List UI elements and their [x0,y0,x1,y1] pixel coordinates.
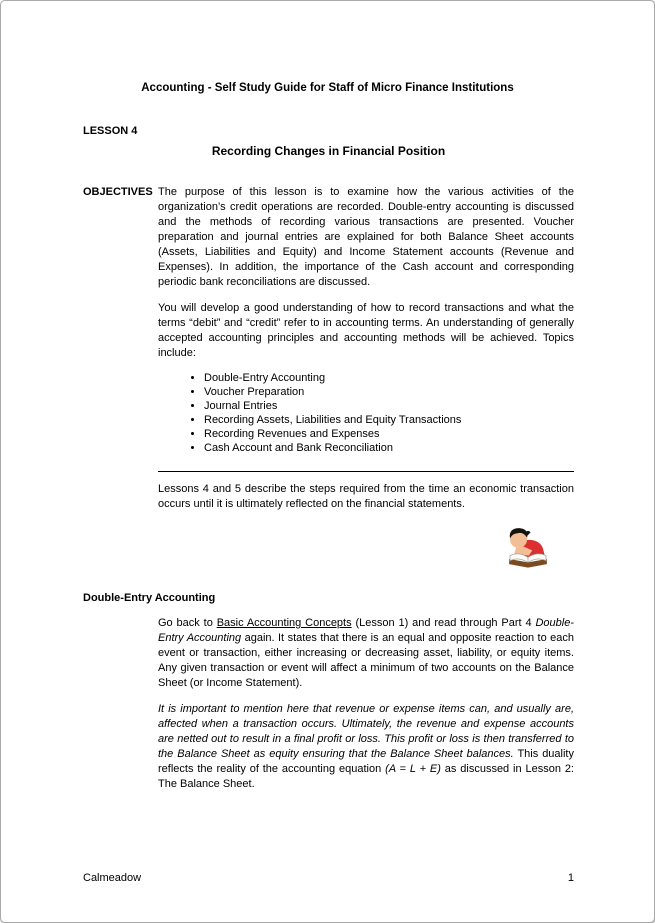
objectives-paragraph-2: You will develop a good understanding of how to record transactions and what the terms “debit” and “credit” refer to in accounting terms. An understanding of generally accepted accounting principles and accounting methods will be achieved. Topics include: [158,302,574,359]
text-run: Go back to [158,617,217,629]
section-divider [158,471,574,472]
double-entry-paragraph-1 [158,616,574,691]
person-reading-book-clipart [504,523,552,571]
objectives-content [158,185,574,456]
objectives-section [83,185,574,456]
topic-item: • Voucher Preparation [204,386,574,400]
topics-list [158,372,574,456]
objectives-paragraph-1: The purpose of this lesson is to examine how the various activities of the organization’s credit operations are recorded. Double-entry accounting is discussed and the methods of recording various transactions are presented. Voucher preparation and journal entries are explained for both Balance Sheet accounts (Assets, Liabilities and Equity) and Income Statement accounts (Revenue and Expenses). In addition, the importance of the Cash account and corresponding periodic bank reconciliations are discussed. [158,186,574,288]
lessons-note-block [158,482,574,512]
topic-item: • Recording Revenues and Expenses [204,428,574,442]
italic-run: It is important to mention here that revenue or expense items can, and usually are, affected when a transaction occurs. Ultimately, the revenue and expense accounts are netted out to result in a final profit or loss. This profit or loss is then transferred to the Balance Sheet as equity ensuring that the Balance Sheet balances. [158,703,574,760]
accounting-equation: (A = L + E) [385,763,441,775]
topic-item: • Journal Entries [204,400,574,414]
footer-organization: Calmeadow [83,872,142,884]
lesson-title: Recording Changes in Financial Position [211,144,446,158]
topic-item: • Cash Account and Bank Reconciliation [204,442,574,456]
objectives-label: OBJECTIVES [83,186,153,198]
lesson-label: LESSON 4 [83,125,138,137]
double-entry-paragraph-2 [158,702,574,792]
page-footer [83,871,574,886]
double-entry-body [158,616,574,792]
reference-basic-accounting-concepts: Basic Accounting Concepts [216,617,352,629]
lessons-note-paragraph: Lessons 4 and 5 describe the steps required from the time an economic transaction occurs until it is ultimately reflected on the financial statements. [158,483,574,510]
section-heading-double-entry: Double-Entry Accounting [83,592,216,604]
footer-page-number: 1 [567,872,574,884]
text-run: This duality reflects the reality of the accounting equation [158,748,574,775]
document-title: Accounting - Self Study Guide for Staff of Micro Finance Institutions [141,82,514,94]
clipart-row [158,523,574,577]
text-run: (Lesson 1) and read through Part 4 [351,617,536,629]
emphasis-double-entry-accounting: Double-Entry Accounting [158,617,574,644]
topic-item: • Double-Entry Accounting [204,372,574,386]
text-run: again. It states that there is an equal and opposite reaction to each event or transaction, either increasing or decreasing asset, liability, or equity items. Any given transaction or event will affect a minimum of two accounts on the Balance Sheet (or Income Statement). [158,632,574,689]
text-run: as discussed in Lesson 2: The Balance Sheet. [158,763,574,790]
topic-item: • Recording Assets, Liabilities and Equity Transactions [204,414,574,428]
